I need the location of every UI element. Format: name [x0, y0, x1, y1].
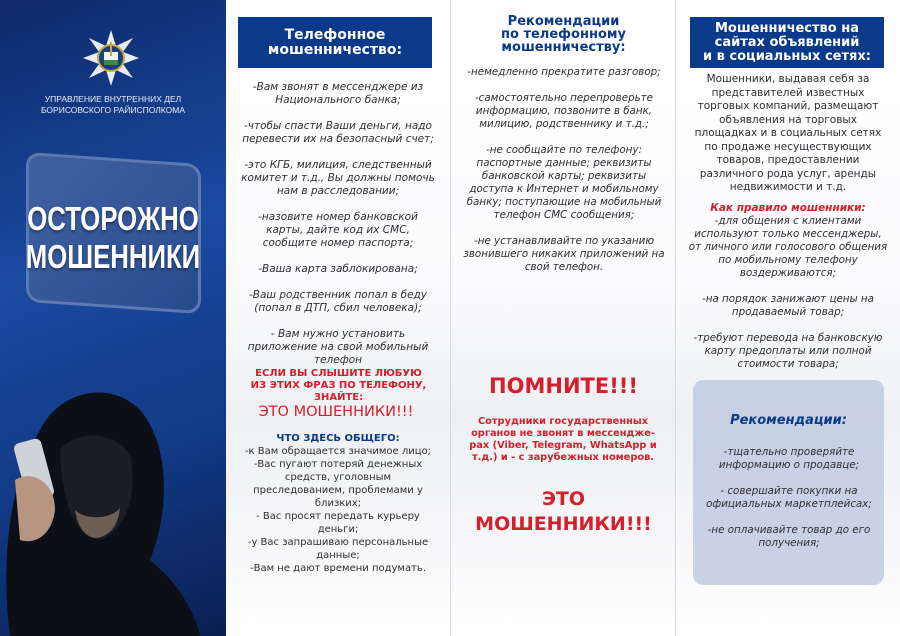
list-item: -у Вас запрашиваю персональные данные; [247, 537, 429, 561]
org-line: УПРАВЛЕНИЕ ВНУТРЕННИХ ДЕЛ [44, 94, 182, 104]
organization-name [0, 94, 226, 116]
remember-headline: ПОМНИТЕ!!! [489, 374, 638, 398]
list-item: -назовите номер банковской карты, дайте код их СМС, сообщите номер паспорта; [258, 211, 418, 249]
list-item: -требуют перевода на банковскую карту предоплаты или полной стоимости товара; [693, 332, 883, 370]
list-item: -это КГБ, милиция, следственный комитет и т.д., Вы должны помочь нам в расследовании; [241, 159, 435, 197]
list-item: -чтобы спасти Ваши деньги, надо перевести их на безопасный счет; [242, 120, 434, 145]
header-line: Мошенничество на [715, 20, 859, 36]
rule-list [688, 215, 888, 384]
common-title: ЧТО ЗДЕСЬ ОБЩЕГО: [276, 433, 400, 444]
list-item: -Вам звонят в мессенджере из Национального банка; [252, 81, 424, 106]
list-item: -Ваша карта заблокирована; [258, 263, 418, 275]
recommendations-box [693, 380, 884, 585]
hooded-man-illustration [0, 360, 200, 636]
header-line: и в социальных сетях: [703, 48, 871, 64]
rec-title: Рекомендации: [730, 413, 847, 428]
list-item: -самостоятельно перепроверьте информацию, позвоните в банк, милицию, родственнику и т.д.; [474, 92, 654, 130]
list-item: -на порядок занижают цены на продаваемый товар; [702, 293, 874, 318]
section-header [461, 15, 666, 54]
recommendations-list [459, 66, 669, 287]
list-item: -не устанавливайте по указанию звонившего никаких приложений на свой телефон. [463, 235, 665, 273]
common-list [238, 445, 438, 575]
header-line: мошенничество: [267, 41, 403, 58]
title-line: МОШЕННИКИ [25, 238, 201, 275]
final-warning [456, 487, 671, 537]
warning-text: ЕСЛИ ВЫ СЛЫШИТЕ ЛЮБУЮ ИЗ ЭТИХ ФРАЗ ПО ТЕЛЕФОНУ, ЗНАЙТЕ: [250, 368, 427, 403]
list-item: -не оплачивайте товар до его получения; [707, 524, 871, 549]
header-line: по телефонному [501, 27, 626, 42]
list-item: -Ваш родственник попал в беду (попал в ДТП, сбил человека); [248, 289, 428, 314]
list-item: - Вам нужно установить приложение на свой мобильный телефон [247, 328, 429, 366]
section-header [238, 17, 432, 68]
header-line: сайтах объявлений [714, 34, 860, 50]
final-line: МОШЕННИКИ!!! [475, 513, 652, 535]
list-item: -немедленно прекратите разговор; [467, 66, 661, 78]
list-item: -к Вам обращается значимое лицо; [244, 446, 432, 457]
list-item: - Вас просят передать курьеру деньги; [256, 511, 420, 535]
list-item: - совершайте покупки на официальных маркетплейсах; [706, 485, 872, 510]
police-emblem-logo [83, 30, 139, 86]
cover-panel [0, 0, 226, 636]
list-item: -Вам не дают времени подумать. [249, 563, 426, 574]
fraud-phrases-list [238, 81, 438, 380]
header-line: Рекомендации [507, 14, 620, 29]
list-item: -Вас пугают потеряй денежных средств, уголовным преследованием, проблемами у близких; [253, 459, 423, 509]
warning-headline: ЭТО МОШЕННИКИ!!! [258, 404, 414, 420]
title-line: ОСТОРОЖНО [27, 200, 199, 237]
list-item: -не сообщайте по телефону: паспортные данные; реквизиты банковской карты; реквизиты доступа к Интернет и мобильному банку; поступающие на мобильный телефон СМС сообщения; [466, 144, 662, 221]
header-line: Телефонное [284, 26, 386, 43]
remember-text: Сотрудники государственных органов не звонят в мессендже-рах (Viber, Telegram, WhatsApp и т.д.) и - с зарубежных номеров. [469, 416, 657, 463]
cover-title [25, 200, 201, 276]
org-line: БОРИСОВСКОГО РАЙИСПОЛКОМА [40, 105, 186, 115]
list-item: -тщательно проверяйте информацию о продавце; [718, 446, 860, 471]
panel-phone-recommendations [451, 0, 676, 636]
rule-title: Как правило мошенники: [710, 202, 866, 214]
list-item: -для общения с клиентами используют только мессенджеры, от личного или голосового общения по мобильному телефону воздерживаются; [688, 215, 888, 279]
section-header [690, 17, 884, 68]
panel-phone-fraud [226, 0, 451, 636]
intro-text: Мошенники, выдавая себя за представителей известных торговых компаний, размещают объявления на торговых площадках и в социальных сетях по продаже несуществующих товаров, предоставлении различного рода услуг, аренды недвижимости и т.д. [694, 73, 882, 193]
rec-list [699, 446, 879, 563]
final-line: ЭТО [541, 488, 586, 510]
header-line: мошенничеству: [501, 40, 626, 55]
